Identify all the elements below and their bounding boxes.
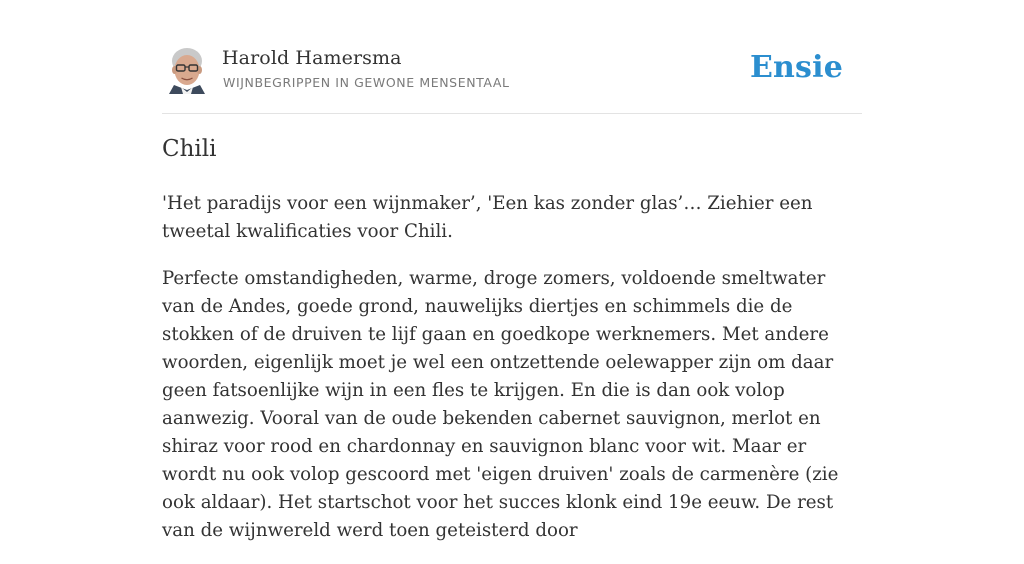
author-header — [162, 44, 862, 114]
ensie-logo-link[interactable]: Ensie — [749, 50, 843, 85]
article-title: Chili — [162, 136, 217, 162]
article-body — [162, 190, 862, 564]
author-name[interactable]: Harold Hamersma — [222, 47, 402, 69]
article-paragraph: Perfecte omstandigheden, warme, droge zomers, voldoende smeltwater van de Andes, goede grond, nauwelijks diertjes en schimmels die de stokken of de druiven te lijf gaan en goedkope werknemers. Met andere woorden, eigenlijk moet je wel een ontzettende oelewapper zijn om daar geen fatsoenlijke wijn in een fles te krijgen. En die is dan ook volop aanwezig. Vooral van de oude bekenden cabernet sauvignon, merlot en shiraz voor rood en chardonnay en sauvignon blanc voor wit. Maar er wordt nu ook volop gescoord met 'eigen druiven' zoals de carmenère (zie ook aldaar). Het startschot voor het succes klonk eind 19e eeuw. De rest van de wijnwereld werd toen geteisterd door — [162, 268, 839, 541]
author-avatar[interactable] — [164, 46, 210, 94]
author-subtitle: WIJNBEGRIPPEN IN GEWONE MENSENTAAL — [223, 75, 510, 90]
article-paragraph: 'Het paradijs voor een wijnmaker’, 'Een kas zonder glas’… Ziehier een tweetal kwalificaties voor Chili. — [162, 193, 813, 242]
